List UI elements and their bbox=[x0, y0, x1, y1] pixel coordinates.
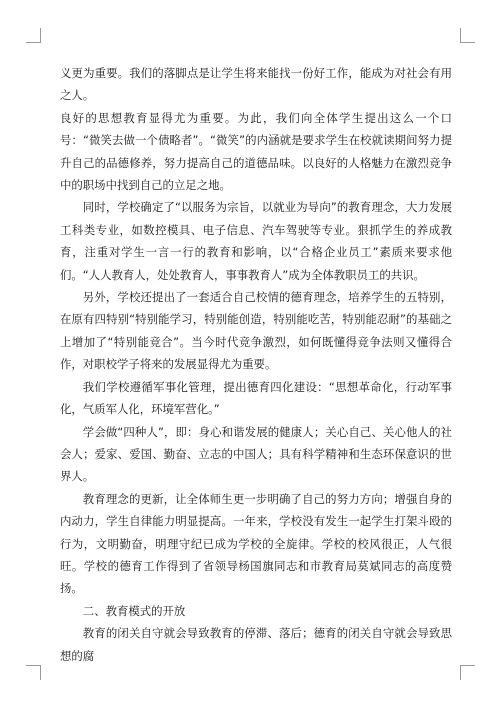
crop-mark-top-left bbox=[26, 28, 41, 43]
paragraph: 另外，学校还提出了一套适合自己校情的德育理念，培养学生的五特别，在原有四特别“特别能学习，特别能创造，特别能吃苦，特别能忍耐”的基础之上增加了“特别能竞合”。当今时代竞争激烈，如何既懂得竞争法则又懂得合作，对职校学子将来的发展显得尤为重要。 bbox=[60, 290, 452, 372]
crop-mark-top-right bbox=[460, 28, 475, 43]
paragraph: 同时，学校确定了“以服务为宗旨，以就业为导向”的教育理念，大力发展工科类专业，如数控模具、电子信息、汽车驾驶等专业。狠抓学生的养成教育，注重对学生一言一行的教育和影响，以“合格企业员工”素质来要求他们。“人人教育人，处处教育人，事事教育人”成为全体教职员工的共识。 bbox=[60, 200, 452, 282]
paragraph: 良好的思想教育显得尤为重要。为此，我们向全体学生提出这么一个口号：“微笑去做一个债略者”。“微笑”的内涵就是要求学生在校就读期间努力提升自己的品德修养，努力提高自己的道德品味。以良好的人格魅力在激烈竞争中的职场中找到自己的立足之地。 bbox=[60, 110, 452, 193]
section-heading: 二、教育模式的开放 bbox=[82, 603, 186, 618]
crop-mark-bottom-left bbox=[26, 665, 41, 680]
paragraph: 教育的闭关自守就会导致教育的停滞、落后；德育的闭关自守就会导致思想的腐 bbox=[60, 626, 452, 663]
paragraph: 义更为重要。我们的落脚点是让学生将来能找一份好工作，能成为对社会有用之人。 bbox=[60, 66, 452, 103]
paragraph: 教育理念的更新，让全体师生更一步明确了自己的努力方向；增强自身的内动力，学生自律能力明显提高。一年来，学校没有发生一起学生打架斗殴的行为，文明勤奋，明理守纪已成为学校的全旋律。学校的校风很正，人气很旺。学校的德育工作得到了省领导杨国旗同志和市教育局莫斌同志的高度赞扬。 bbox=[60, 491, 452, 596]
document-body bbox=[60, 62, 452, 667]
paragraph: 我们学校遵循军事化管理，提出德育四化建设：“思想革命化，行动军事化，气质军人化，环境军营化。” bbox=[60, 379, 452, 417]
paragraph: 学会做“四种人”，即：身心和谐发展的健康人；关心自己、关心他人的社会人；爱家、爱国、勤奋、立志的中国人；具有科学精神和生态环保意识的世界人。 bbox=[60, 424, 452, 484]
crop-mark-bottom-right bbox=[460, 665, 475, 680]
